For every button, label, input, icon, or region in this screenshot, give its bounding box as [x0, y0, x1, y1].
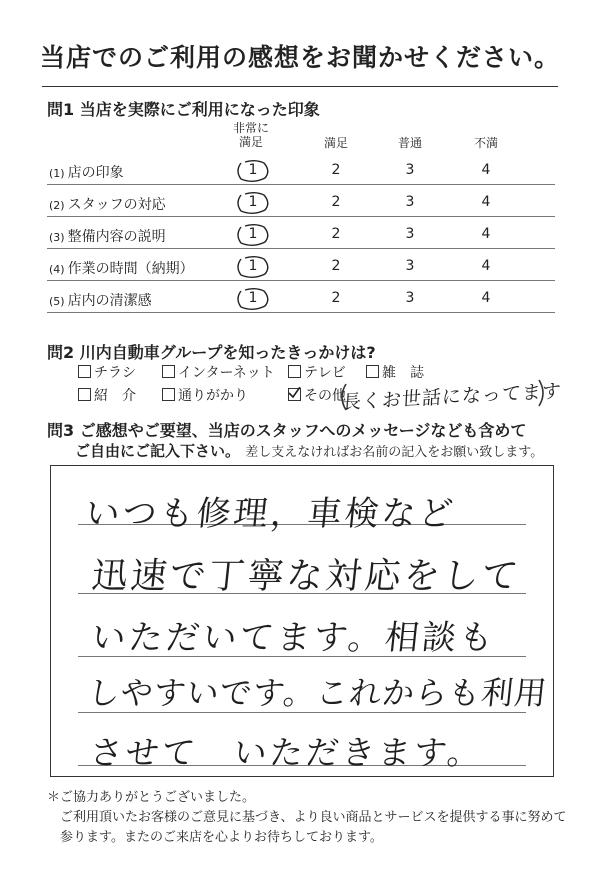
row-divider — [47, 280, 555, 281]
q1-row-label — [49, 194, 166, 214]
row-label-text: 整備内容の説明 — [67, 229, 166, 245]
row-divider — [47, 312, 555, 313]
checkbox-icon[interactable] — [288, 365, 301, 378]
checkbox-icon[interactable] — [78, 365, 91, 378]
row-label-text: 作業の時間（納期） — [67, 261, 194, 277]
selected-circle-mark — [233, 253, 273, 281]
column-neutral: 普通 — [397, 136, 422, 150]
row-number: (3) — [49, 231, 65, 244]
column-satisfied: 満足 — [323, 136, 348, 150]
rating-option[interactable]: 1 — [248, 290, 258, 306]
column-very-satisfied: 非常に 満足 — [232, 121, 269, 149]
handwritten-line-2: 迅速で丁寧な対応をして — [89, 556, 523, 597]
selected-circle-mark — [233, 285, 273, 313]
option-referral[interactable]: 紹 介 — [78, 385, 136, 405]
row-number: (4) — [49, 263, 65, 276]
selected-circle-mark — [233, 157, 273, 185]
row-divider — [47, 184, 555, 185]
open-paren-mark — [336, 382, 348, 412]
q3-heading-line2: ご自由にご記入下さい。 差し支えなければお名前の記入をお願い致します。 — [75, 442, 544, 460]
q3-heading: 問3 ご感想やご要望、当店のスタッフへのメッセージなども含めて — [47, 421, 527, 440]
selected-circle-mark — [233, 221, 273, 249]
option-passing-by[interactable]: 通りがかり — [162, 385, 248, 405]
checkbox-icon[interactable] — [78, 388, 91, 401]
thanks-note: ＊ご協力ありがとうございました。 — [47, 790, 256, 805]
rating-option[interactable]: 2 — [331, 194, 341, 210]
handwritten-line-3: いただいてます。相談も — [89, 618, 499, 658]
row-divider — [47, 248, 555, 249]
row-label-text: 店内の清潔感 — [67, 293, 152, 309]
checkbox-icon[interactable] — [162, 388, 175, 401]
rating-option[interactable]: 2 — [331, 258, 341, 274]
q1-heading: 問1 当店を実際にご利用になった印象 — [47, 100, 320, 119]
checked-checkbox-icon[interactable] — [288, 388, 301, 401]
rating-option[interactable]: 3 — [405, 162, 415, 178]
rating-option[interactable]: 3 — [405, 290, 415, 306]
option-tv[interactable]: テレビ — [288, 362, 346, 382]
row-divider — [47, 216, 555, 217]
option-other[interactable]: その他 — [288, 385, 346, 405]
rating-option[interactable]: 1 — [248, 162, 258, 178]
q1-row-label — [49, 226, 166, 246]
rating-option[interactable]: 1 — [248, 258, 258, 274]
rating-option[interactable]: 2 — [331, 162, 341, 178]
option-internet[interactable]: インターネット — [162, 362, 275, 382]
q1-row-label — [49, 258, 194, 278]
rating-option[interactable]: 2 — [331, 290, 341, 306]
q1-row-label — [49, 162, 124, 182]
rating-option[interactable]: 1 — [248, 194, 258, 210]
rating-option[interactable]: 4 — [481, 226, 491, 242]
handwritten-line-1: いつも修理，車検など — [83, 494, 458, 534]
rating-option[interactable]: 4 — [481, 290, 491, 306]
selected-circle-mark — [233, 189, 273, 217]
row-number: (5) — [49, 295, 65, 308]
handwritten-line-4: しやすいです。これからも利用 — [85, 674, 550, 712]
rating-option[interactable]: 4 — [481, 194, 491, 210]
footer-line-2: ご利用頂いたお客様のご意見に基づき、より良い商品とサービスを提供する事に努めて — [60, 810, 567, 825]
option-magazine[interactable]: 雑 誌 — [366, 362, 424, 382]
rating-option[interactable]: 4 — [481, 258, 491, 274]
rating-option[interactable]: 3 — [405, 226, 415, 242]
column-dissatisfied: 不満 — [473, 136, 498, 150]
q3-name-note: 差し支えなければお名前の記入をお願い致します。 — [245, 445, 544, 460]
q2-heading: 問2 川内自動車グループを知ったきっかけは? — [47, 343, 376, 362]
rating-option[interactable]: 3 — [405, 258, 415, 274]
rating-option[interactable]: 3 — [405, 194, 415, 210]
rating-option[interactable]: 4 — [481, 162, 491, 178]
close-paren-mark — [537, 378, 549, 408]
footer-line-3: 参ります。またのご来店を心よりお待ちしております。 — [60, 830, 383, 845]
row-number: (2) — [49, 199, 65, 212]
row-number: (1) — [49, 167, 65, 180]
rating-option[interactable]: 1 — [248, 226, 258, 242]
checkbox-icon[interactable] — [162, 365, 175, 378]
handwritten-line-5: させて いただきます。 — [87, 733, 486, 772]
rating-option[interactable]: 2 — [331, 226, 341, 242]
page-title: 当店でのご利用の感想をお聞かせください。 — [39, 43, 560, 72]
row-label-text: スタッフの対応 — [67, 197, 166, 213]
row-label-text: 店の印象 — [67, 165, 124, 181]
other-handwritten-note: 長くお世話になってます — [341, 380, 563, 414]
checkbox-icon[interactable] — [366, 365, 379, 378]
title-underline — [42, 86, 558, 87]
option-flyer[interactable]: チラシ — [78, 362, 136, 382]
q1-row-label — [49, 290, 152, 310]
